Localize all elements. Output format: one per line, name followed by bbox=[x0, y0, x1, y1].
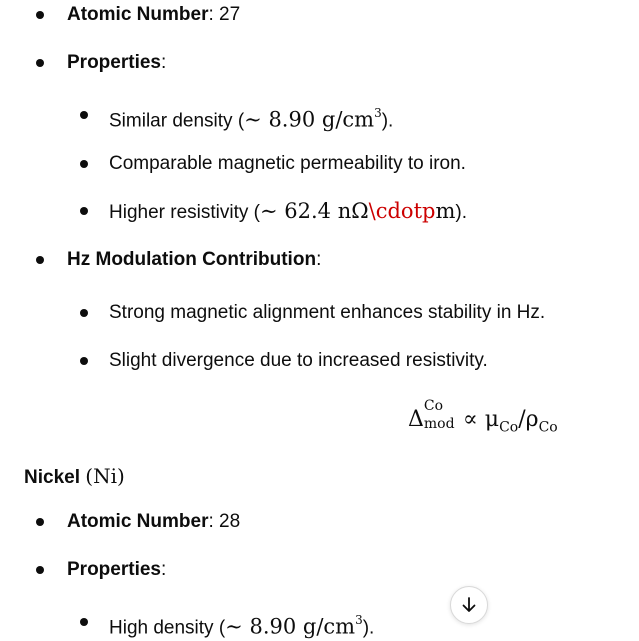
modulation-formula bbox=[408, 398, 558, 442]
sim-symbol: ∼ bbox=[244, 107, 262, 132]
hz-alignment-text: Strong magnetic alignment enhances stability in Hz. bbox=[109, 302, 546, 323]
atomic-number-label: Atomic Number bbox=[67, 4, 209, 25]
formula-rho-sub: Co bbox=[538, 419, 558, 436]
nickel-heading bbox=[24, 463, 125, 489]
bullet bbox=[36, 518, 44, 526]
properties-colon: : bbox=[160, 52, 167, 73]
formula-sub: mod bbox=[423, 416, 455, 432]
bullet bbox=[80, 111, 88, 119]
density-suffix: ). bbox=[381, 110, 394, 132]
bullet bbox=[80, 160, 88, 168]
atomic-number-value: : 27 bbox=[208, 4, 241, 25]
hz-colon: : bbox=[316, 249, 322, 270]
formula-delta: Δ bbox=[408, 407, 424, 432]
density-value: 8.90 g/cm bbox=[261, 107, 375, 132]
resistivity-prefix: Higher resistivity ( bbox=[109, 202, 260, 223]
hz-divergence-text: Slight divergence due to increased resistivity. bbox=[109, 350, 488, 371]
properties-label: Properties bbox=[67, 559, 161, 580]
permeability-text: Comparable magnetic permeability to iron. bbox=[109, 153, 466, 174]
properties-colon: : bbox=[160, 559, 167, 580]
density-prefix: Similar density ( bbox=[109, 110, 245, 132]
scroll-to-bottom-button[interactable] bbox=[450, 586, 488, 624]
formula-rho: /ρ bbox=[518, 407, 539, 432]
formula-proportional: ∝ μ bbox=[455, 407, 500, 432]
resistivity-unit: m bbox=[435, 199, 456, 223]
bullet bbox=[36, 566, 44, 574]
sim-symbol: ∼ bbox=[259, 199, 278, 223]
bullet bbox=[80, 357, 88, 365]
exponent: 3 bbox=[355, 613, 363, 627]
resistivity-value: 62.4 nΩ bbox=[277, 199, 369, 223]
bullet bbox=[36, 11, 44, 19]
nickel-title: Nickel bbox=[24, 467, 80, 488]
bullet bbox=[80, 309, 88, 317]
density-value: 8.90 g/cm bbox=[242, 614, 356, 639]
bullet bbox=[80, 207, 88, 215]
sim-symbol: ∼ bbox=[225, 614, 243, 639]
density-prefix: High density ( bbox=[109, 617, 226, 639]
resistivity-suffix: ). bbox=[455, 202, 467, 223]
hz-label: Hz Modulation Contribution bbox=[67, 249, 317, 270]
properties-label: Properties bbox=[67, 52, 161, 73]
bullet bbox=[36, 59, 44, 67]
formula-sup: Co bbox=[423, 398, 444, 414]
latex-error-text: \cdotp bbox=[368, 199, 436, 223]
bullet bbox=[36, 256, 44, 264]
formula-mu-sub: Co bbox=[499, 419, 519, 436]
atomic-number-value: : 28 bbox=[208, 511, 241, 532]
arrow-down-icon bbox=[460, 596, 478, 614]
exponent: 3 bbox=[374, 106, 382, 120]
nickel-symbol: (Ni) bbox=[85, 464, 125, 488]
atomic-number-label: Atomic Number bbox=[67, 511, 209, 532]
bullet bbox=[80, 618, 88, 626]
density-suffix: ). bbox=[362, 617, 375, 639]
